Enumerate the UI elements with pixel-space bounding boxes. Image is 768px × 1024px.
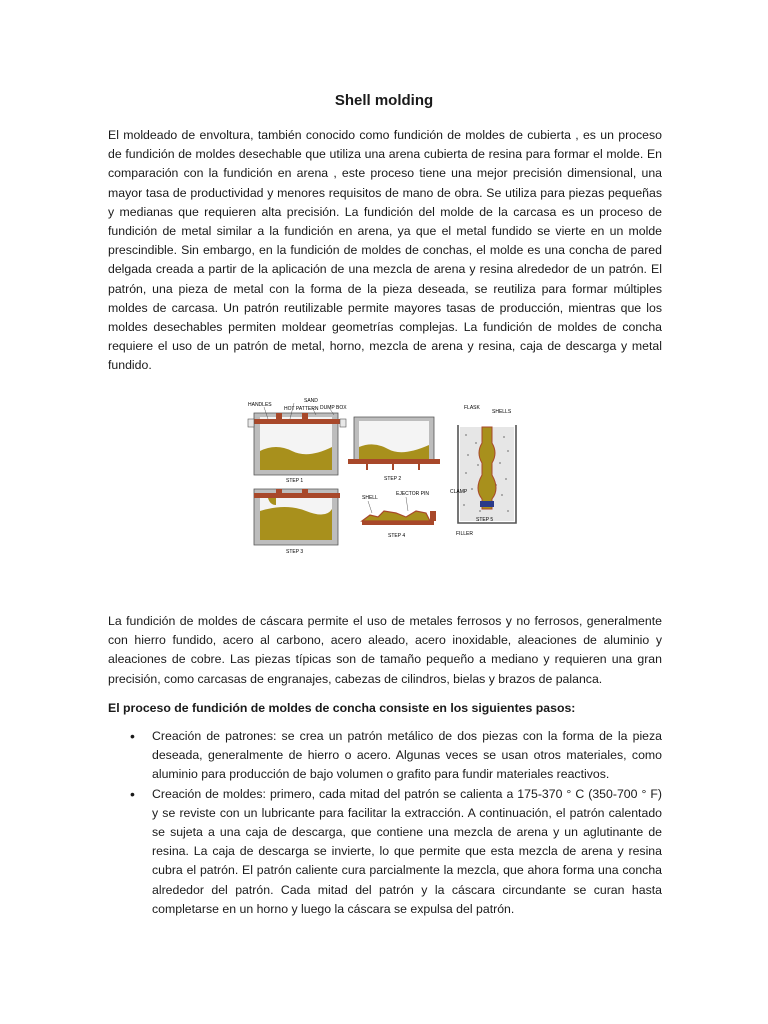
shell-molding-figure bbox=[246, 393, 532, 555]
step1-diagram bbox=[248, 403, 346, 475]
step2-diagram bbox=[348, 417, 440, 470]
label-shell: SHELL bbox=[362, 495, 378, 501]
intro-paragraph: El moldeado de envoltura, también conocido como fundición de moldes de cubierta , es un proceso de fundición de moldes desechable que utiliza una arena cubierta de resina para formar el molde. En comparación con la fundición en arena , este proceso tiene una mejor precisión dimensional, una mayor tasa de productividad y menores requisitos de mano de obra. Se utiliza para piezas pequeñas y medianas que requieren alta precisión. La fundición del molde de la carcasa es un proceso de fundición de metal similar a la fundición en arena, ya que el metal fundido se vierte en un molde prescindible. Sin embargo, en la fundición de moldes de conchas, el molde es una concha de pared delgada creada a partir de la aplicación de una mezcla de arena y resina alrededor de un patrón. El patrón, una pieza de metal con la forma de la pieza deseada, se reutiliza para formar múltiples moldes de carcasa. Un patrón reutilizable permite mayores tasas de producción, mientras que los moldes desechables permiten moldear geometrías complejas. La fundición de moldes de concha requiere el uso de un patrón de metal, horno, mezcla de arena y resina, caja de descarga y metal fundido. bbox=[108, 128, 662, 373]
list-item: • Creación de moldes: primero, cada mitad del patrón se calienta a 175-370 ° C (350-700 ° F) y se reviste con un lubricante para facilitar la extracción. A continuación, el patrón calentado se sujeta a una caja de descarga, que contiene una mezcla de arena y un aglutinante de resina. La caja de descarga se invierte, lo que permite que esta mezcla de arena y resina cubra el patrón. El patrón caliente cura parcialmente la mezcla, que ahora forma una concha alrededor del patrón. Cada mitad del patrón y la cáscara circundante se curan hasta completarse en un horno y luego la cáscara se expulsa del patrón. bbox=[108, 785, 662, 919]
label-handles: HANDLES bbox=[248, 402, 272, 408]
step3-diagram bbox=[254, 489, 340, 545]
label-sand: SAND bbox=[304, 398, 318, 404]
label-hot-pattern: HOT PATTERN bbox=[284, 406, 319, 412]
label-flask: FLASK bbox=[464, 405, 480, 411]
label-dump-box: DUMP BOX bbox=[320, 405, 347, 411]
page-title: Shell molding bbox=[334, 92, 434, 109]
label-shells: SHELLS bbox=[492, 409, 512, 415]
step4-diagram bbox=[362, 497, 436, 525]
materials-paragraph: La fundición de moldes de cáscara permite el uso de metales ferrosos y no ferrosos, generalmente con hierro fundido, acero al carbono, acero aleado, acero inoxidable, aleaciones de aluminio y aleaciones de cobre. Las piezas típicas son de tamaño pequeño a mediano y requieren una gran precisión, como carcasas de engranajes, cabezas de cilindros, bielas y brazos de palanca. bbox=[108, 614, 662, 686]
steps-heading: El proceso de fundición de moldes de concha consiste en los siguientes pasos: bbox=[108, 701, 576, 715]
label-ejector-pin: EJECTOR PIN bbox=[396, 491, 429, 497]
label-step2: STEP 2 bbox=[384, 476, 402, 482]
label-step3: STEP 3 bbox=[286, 549, 304, 555]
process-diagram bbox=[246, 393, 532, 555]
label-step5: STEP 5 bbox=[476, 517, 494, 523]
label-step1: STEP 1 bbox=[286, 478, 304, 484]
list-item: • Creación de patrones: se crea un patrón metálico de dos piezas con la forma de la pieza deseada, generalmente de hierro o acero. Algunas veces se usan otros materiales, como aluminio para producción de bajo volumen o grafito para fundir materiales reactivos. bbox=[108, 727, 662, 785]
label-step4: STEP 4 bbox=[388, 533, 406, 539]
label-clamp: CLAMP bbox=[450, 489, 468, 495]
step5-diagram bbox=[458, 425, 516, 523]
steps-list bbox=[108, 727, 662, 919]
label-filler: FILLER bbox=[456, 531, 473, 537]
